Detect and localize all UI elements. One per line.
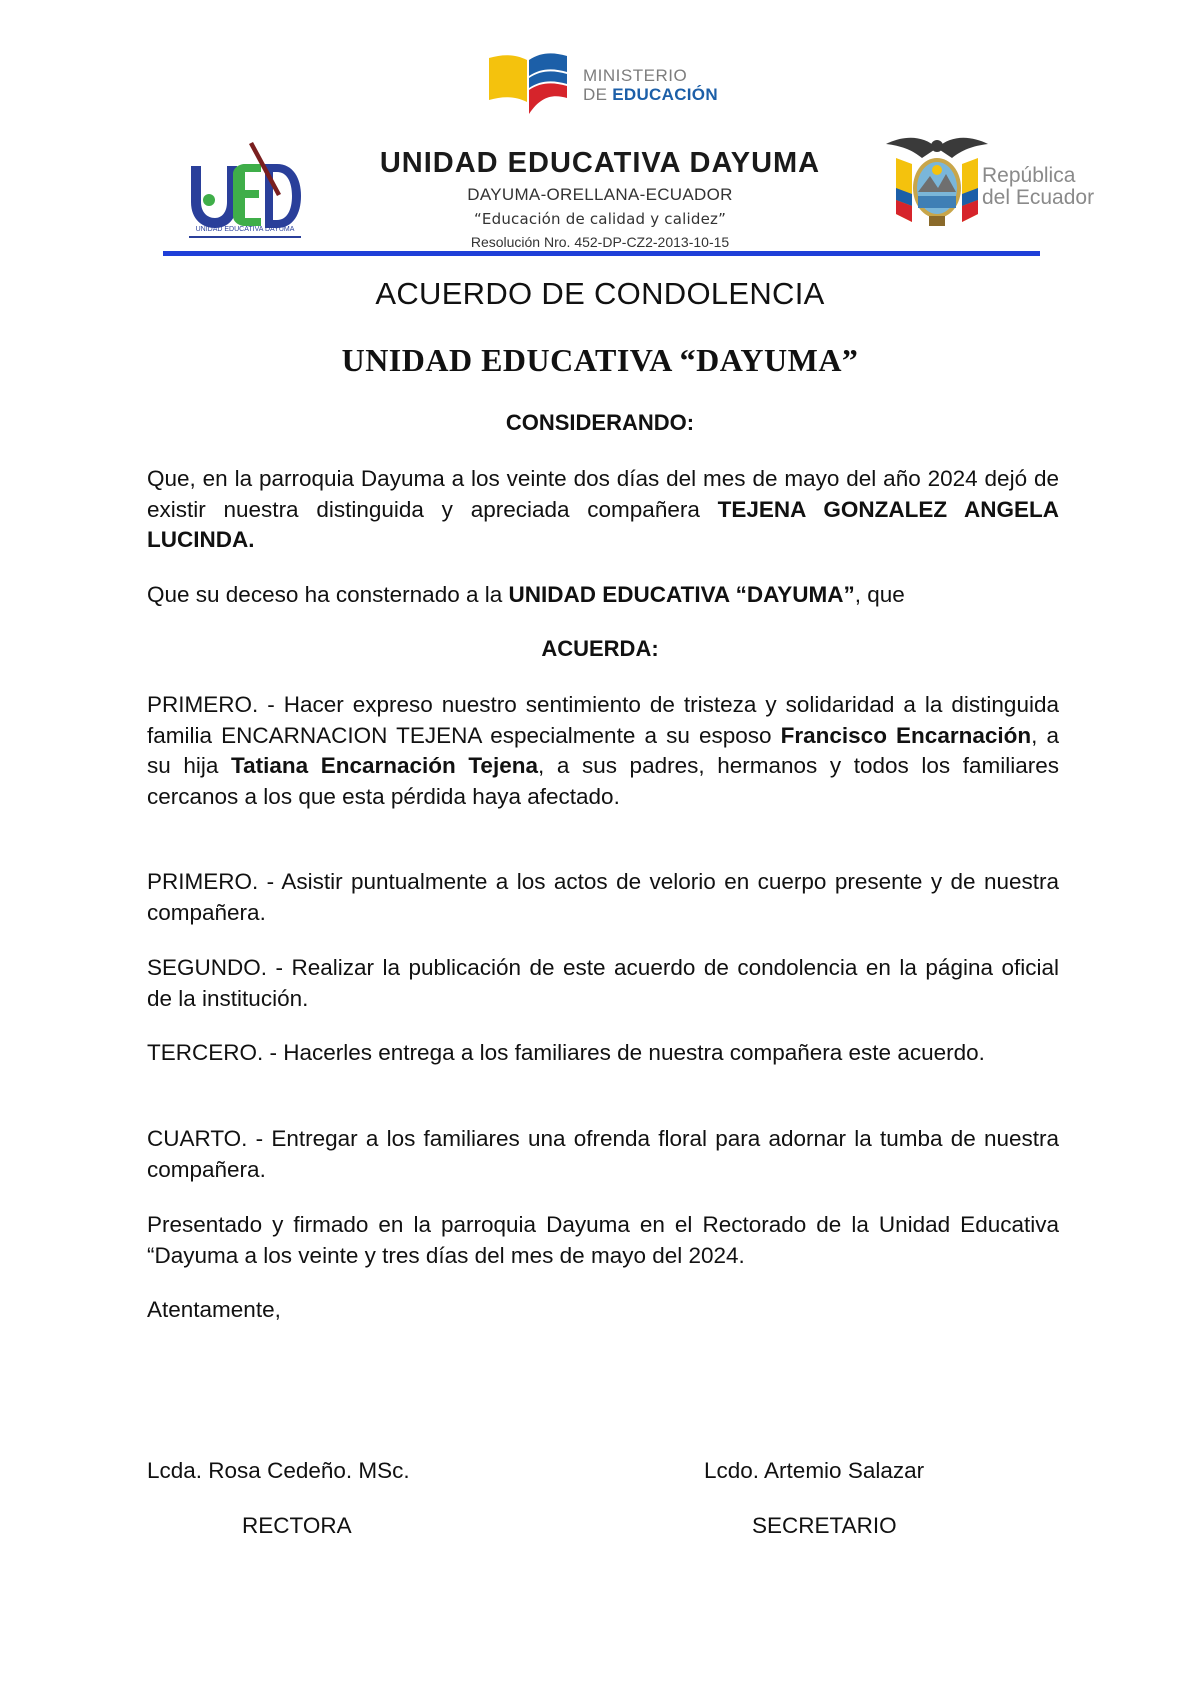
ministerio-educacion-logo <box>487 50 737 116</box>
ministerio-line2 <box>583 85 718 104</box>
p3-daughter: Tatiana Encarnación Tejena <box>231 753 538 778</box>
p3-husband: Francisco Encarnación <box>780 722 1032 748</box>
p3-part-c: , a sus padres, hermanos y todos los familiares cercanos a los que esta pérdida haya afectado. <box>147 753 1059 809</box>
ministerio-educacion: EDUCACIÓN <box>612 85 718 104</box>
paragraph-considerando-1 <box>147 464 1059 556</box>
ministerio-flag-icon <box>487 50 569 116</box>
paragraph-primero-2: PRIMERO. - Asistir puntualmente a los actos de velorio en cuerpo presente y de nuestra compañera. <box>147 869 1059 925</box>
ministerio-text <box>583 66 718 104</box>
school-name: UNIDAD EDUCATIVA DAYUMA <box>379 147 821 179</box>
signature-left-name: Lcda. Rosa Cedeño. MSc. <box>147 1458 410 1483</box>
p1-text: Que, en la parroquia Dayuma a los veinte dos días del mes de mayo del año 2024 dejó de existir nuestra distinguida y apreciada compañera <box>147 466 1059 522</box>
p1-name: TEJENA GONZALEZ ANGELA LUCINDA. <box>147 496 1059 552</box>
signature-left-role: RECTORA <box>242 1513 352 1538</box>
republica-line2: del Ecuador <box>982 186 1095 209</box>
acuerda-heading: ACUERDA: <box>541 636 659 661</box>
p3-part-a: PRIMERO. - Hacer expreso nuestro sentimiento de tristeza y solidaridad a la distinguida familia ENCARNACION TEJENA especialmente a su esposo <box>147 692 1059 748</box>
paragraph-segundo: SEGUNDO. - Realizar la publicación de este acuerdo de condolencia en la página oficial de la institución. <box>147 955 1059 1011</box>
paragraph-considerando-2 <box>147 580 1059 611</box>
considerando-heading: CONSIDERANDO: <box>505 410 695 435</box>
header-divider <box>163 251 1040 256</box>
republica-line1: República <box>982 164 1076 187</box>
document-title: ACUERDO DE CONDOLENCIA <box>375 276 825 311</box>
ministerio-line1: MINISTERIO <box>583 66 688 85</box>
p2-tail: , que <box>854 582 905 607</box>
paragraph-presentado: Presentado y firmado en la parroquia Dayuma en el Rectorado de la Unidad Educativa “Dayuma a los veinte y tres días del mes de mayo del 2024. <box>147 1212 1059 1268</box>
ministerio-de: DE <box>583 85 608 104</box>
republica-del-ecuador-text <box>982 165 1094 209</box>
school-resolution: Resolución Nro. 452-DP-CZ2-2013-10-15 <box>470 234 730 250</box>
paragraph-cuarto: CUARTO. - Entregar a los familiares una ofrenda floral para adornar la tumba de nuestra compañera. <box>147 1126 1059 1182</box>
paragraph-tercero: TERCERO. - Hacerles entrega a los familiares de nuestra compañera este acuerdo. <box>147 1040 985 1065</box>
p2-text: Que su deceso ha consternado a la <box>147 582 509 607</box>
ecuador-coat-of-arms <box>882 130 992 232</box>
school-motto: “Educación de calidad y calidez” <box>473 210 727 228</box>
p2-institution: UNIDAD EDUCATIVA “DAYUMA” <box>508 582 855 607</box>
p3-part-b: , a su hija <box>147 722 1059 778</box>
school-location: DAYUMA-ORELLANA-ECUADOR <box>467 185 733 204</box>
signature-right-name: Lcdo. Artemio Salazar <box>704 1458 925 1483</box>
ued-school-logo <box>185 140 305 248</box>
ued-logo-caption: UNIDAD EDUCATIVA DAYUMA <box>195 226 295 233</box>
paragraph-primero-1 <box>147 690 1059 812</box>
signature-right-role: SECRETARIO <box>752 1513 897 1538</box>
closing-text: Atentamente, <box>147 1297 281 1322</box>
coat-of-arms-icon <box>882 130 992 232</box>
document-subtitle: UNIDAD EDUCATIVA “DAYUMA” <box>341 342 859 378</box>
